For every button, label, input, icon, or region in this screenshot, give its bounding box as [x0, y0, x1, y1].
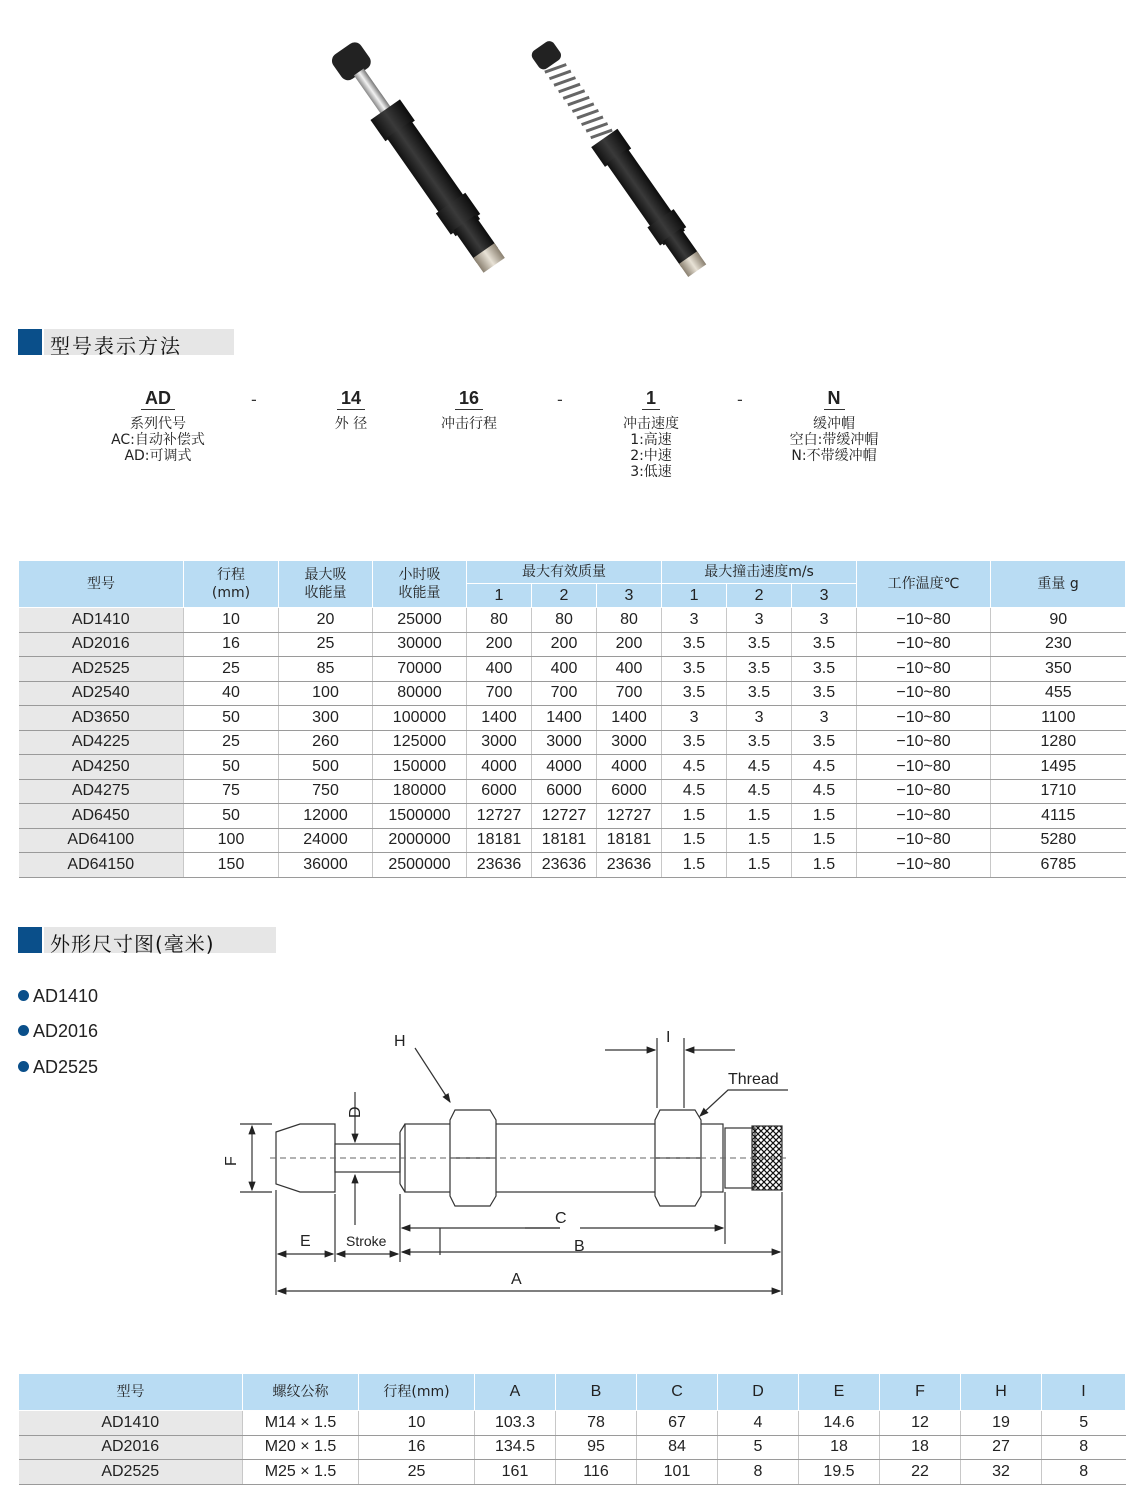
cell-value: 67	[637, 1411, 718, 1436]
dim-header: D	[718, 1374, 799, 1411]
th-sub: 3	[597, 584, 662, 608]
cell-value: 4.5	[662, 755, 727, 780]
cell-value: 14.6	[799, 1411, 880, 1436]
cell-value: 700	[532, 681, 597, 706]
cell-value: 1.5	[792, 804, 857, 829]
cell-value: 25	[279, 632, 373, 657]
cell-value: 12727	[467, 804, 532, 829]
cell-value: 101	[637, 1460, 718, 1485]
bullet-dot-icon	[18, 1061, 29, 1072]
cell-model: AD2525	[19, 657, 184, 682]
cell-value: −10~80	[857, 755, 991, 780]
code-stroke-value: 16	[455, 388, 483, 410]
cell-value: 50	[184, 804, 279, 829]
cell-value: 750	[279, 779, 373, 804]
cell-value: 3	[792, 608, 857, 633]
cell-value: 300	[279, 706, 373, 731]
th-sub: 2	[727, 584, 792, 608]
code-stroke-label: 冲击行程	[441, 416, 497, 432]
cell-value: 80000	[373, 681, 467, 706]
cell-value: 4.5	[662, 779, 727, 804]
section-header-model-code	[18, 329, 258, 358]
cell-value: −10~80	[857, 681, 991, 706]
cell-value: 4000	[597, 755, 662, 780]
cell-value: 400	[597, 657, 662, 682]
code-speed-label: 冲击速度	[623, 416, 679, 432]
th-sub: 1	[467, 584, 532, 608]
th-sub: 3	[792, 584, 857, 608]
cell-value: 2000000	[373, 828, 467, 853]
cell-model: AD3650	[19, 706, 184, 731]
cell-value: −10~80	[857, 779, 991, 804]
code-speed-opt: 1:高速	[630, 432, 672, 448]
cell-value: 18181	[532, 828, 597, 853]
label-f: F	[223, 1156, 240, 1166]
cell-value: M20 × 1.5	[243, 1435, 359, 1460]
code-speed-value: 1	[642, 388, 660, 410]
cell-value: 18181	[597, 828, 662, 853]
cell-value: 36000	[279, 853, 373, 878]
spec-table-body	[19, 608, 1126, 878]
code-series-value: AD	[141, 388, 175, 410]
cell-value: 700	[467, 681, 532, 706]
code-cap-opt: 空白:带缓冲帽	[789, 432, 879, 448]
cell-value: 700	[597, 681, 662, 706]
spec-row	[19, 779, 1126, 804]
cell-value: 22	[880, 1460, 961, 1485]
cell-value: 134.5	[475, 1435, 556, 1460]
th-sub: 2	[532, 584, 597, 608]
cell-value: 4000	[532, 755, 597, 780]
cell-value: −10~80	[857, 657, 991, 682]
cell-value: 1100	[991, 706, 1126, 731]
drawing-outline	[240, 1038, 788, 1295]
th-stroke: 行程 (mm)	[184, 561, 279, 608]
code-cap	[774, 388, 894, 464]
bullet-dot-icon	[18, 1025, 29, 1036]
cell-value: −10~80	[857, 730, 991, 755]
cell-value: 1.5	[792, 853, 857, 878]
cell-value: 50	[184, 706, 279, 731]
cell-value: 80	[532, 608, 597, 633]
cell-value: 260	[279, 730, 373, 755]
cell-value: 10	[359, 1411, 475, 1436]
code-cap-opt: N:不带缓冲帽	[791, 448, 877, 464]
cell-value: 500	[279, 755, 373, 780]
cell-value: 3.5	[792, 681, 857, 706]
cell-value: 25000	[373, 608, 467, 633]
cell-value: 1500000	[373, 804, 467, 829]
cell-value: 100	[184, 828, 279, 853]
cell-value: 23636	[467, 853, 532, 878]
cell-value: 6000	[467, 779, 532, 804]
spec-table	[18, 560, 1126, 878]
dimension-table-body	[19, 1411, 1126, 1485]
cell-value: 25	[359, 1460, 475, 1485]
th-weight: 重量 g	[991, 561, 1126, 608]
cell-value: 1280	[991, 730, 1126, 755]
th-sub: 1	[662, 584, 727, 608]
cell-value: 400	[467, 657, 532, 682]
cell-value: 19.5	[799, 1460, 880, 1485]
cell-model: AD4275	[19, 779, 184, 804]
dim-header: 型号	[19, 1374, 243, 1411]
cell-value: 1.5	[727, 828, 792, 853]
code-diameter	[311, 388, 391, 432]
cell-value: M25 × 1.5	[243, 1460, 359, 1485]
label-i: I	[666, 1029, 671, 1046]
dimension-table	[18, 1373, 1126, 1485]
cell-value: 12727	[532, 804, 597, 829]
code-separator: -	[737, 390, 743, 409]
dim-header: F	[880, 1374, 961, 1411]
dim-row	[19, 1411, 1126, 1436]
cell-value: 6785	[991, 853, 1126, 878]
cell-value: 1400	[467, 706, 532, 731]
cell-value: 85	[279, 657, 373, 682]
code-series-opt: AC:自动补偿式	[111, 432, 205, 448]
cell-value: 4115	[991, 804, 1126, 829]
cell-value: 80	[597, 608, 662, 633]
bullet-dot-icon	[18, 990, 29, 1001]
cell-model: AD2016	[19, 1435, 243, 1460]
bullet-item: AD2016	[18, 1021, 98, 1042]
cell-value: 19	[961, 1411, 1042, 1436]
code-separator: -	[251, 390, 257, 409]
label-c: C	[555, 1210, 567, 1227]
cell-value: 150	[184, 853, 279, 878]
cell-value: 1400	[597, 706, 662, 731]
cell-value: 1710	[991, 779, 1126, 804]
cell-value: 1.5	[727, 853, 792, 878]
cell-value: 1495	[991, 755, 1126, 780]
dim-header: C	[637, 1374, 718, 1411]
product-photos	[300, 30, 820, 300]
cell-value: 24000	[279, 828, 373, 853]
cell-value: 12727	[597, 804, 662, 829]
label-h: H	[394, 1033, 406, 1050]
cell-value: 20	[279, 608, 373, 633]
code-cap-value: N	[824, 388, 845, 410]
cell-value: 100000	[373, 706, 467, 731]
code-separator: -	[557, 390, 563, 409]
spec-row	[19, 657, 1126, 682]
cell-value: 1400	[532, 706, 597, 731]
cell-value: 40	[184, 681, 279, 706]
cell-value: 1.5	[727, 804, 792, 829]
code-speed-opt: 2:中速	[630, 448, 672, 464]
cell-model: AD4225	[19, 730, 184, 755]
th-max-speed: 最大撞击速度m/s	[662, 561, 857, 584]
cell-value: 200	[597, 632, 662, 657]
code-stroke	[424, 388, 514, 432]
cell-value: 3.5	[662, 657, 727, 682]
th-model: 型号	[19, 561, 184, 608]
cell-value: 3.5	[662, 730, 727, 755]
cell-value: −10~80	[857, 706, 991, 731]
cell-value: 3.5	[727, 730, 792, 755]
cell-value: 78	[556, 1411, 637, 1436]
cell-value: 3	[727, 608, 792, 633]
cell-value: 10	[184, 608, 279, 633]
cell-value: 3.5	[792, 632, 857, 657]
cell-value: 25	[184, 730, 279, 755]
cell-value: 5	[1042, 1411, 1126, 1436]
label-thread: Thread	[728, 1071, 779, 1088]
cell-model: AD6450	[19, 804, 184, 829]
cell-value: 455	[991, 681, 1126, 706]
spec-row	[19, 632, 1126, 657]
cell-value: 12	[880, 1411, 961, 1436]
cell-value: 3	[662, 706, 727, 731]
th-max-energy: 最大吸 收能量	[279, 561, 373, 608]
cell-value: 5	[718, 1435, 799, 1460]
cell-value: 125000	[373, 730, 467, 755]
cell-value: 1.5	[792, 828, 857, 853]
cell-value: 18181	[467, 828, 532, 853]
cell-model: AD2525	[19, 1460, 243, 1485]
cell-value: 3000	[532, 730, 597, 755]
cell-value: 16	[359, 1435, 475, 1460]
cell-value: 23636	[597, 853, 662, 878]
cell-value: 3000	[597, 730, 662, 755]
dim-row	[19, 1435, 1126, 1460]
dim-header: A	[475, 1374, 556, 1411]
cell-model: AD1410	[19, 608, 184, 633]
label-stroke: Stroke	[346, 1233, 387, 1249]
th-hour-energy: 小时吸 收能量	[373, 561, 467, 608]
cell-value: 12000	[279, 804, 373, 829]
cell-value: 6000	[597, 779, 662, 804]
cell-value: 1.5	[662, 853, 727, 878]
cell-value: 3.5	[727, 681, 792, 706]
spec-row	[19, 608, 1126, 633]
cell-model: AD1410	[19, 1411, 243, 1436]
cell-value: M14 × 1.5	[243, 1411, 359, 1436]
cell-value: 90	[991, 608, 1126, 633]
cell-value: 3000	[467, 730, 532, 755]
section-title: 外形尺寸图(毫米)	[50, 932, 215, 956]
code-speed	[606, 388, 696, 480]
code-series	[98, 388, 218, 464]
label-e: E	[300, 1233, 311, 1250]
cell-value: −10~80	[857, 804, 991, 829]
cell-model: AD4250	[19, 755, 184, 780]
cell-value: 4.5	[727, 779, 792, 804]
code-speed-opt: 3:低速	[630, 464, 672, 480]
cell-value: 8	[1042, 1460, 1126, 1485]
cell-value: 8	[718, 1460, 799, 1485]
section-title: 型号表示方法	[50, 334, 182, 358]
cell-value: 1.5	[662, 804, 727, 829]
cell-value: 150000	[373, 755, 467, 780]
code-series-label: 系列代号	[130, 416, 186, 432]
spec-row	[19, 730, 1126, 755]
spec-row	[19, 828, 1126, 853]
cell-value: 3.5	[662, 681, 727, 706]
cell-value: −10~80	[857, 853, 991, 878]
cell-value: 4.5	[792, 779, 857, 804]
cell-value: 70000	[373, 657, 467, 682]
section-header-dimensions	[18, 927, 258, 956]
cell-value: 400	[532, 657, 597, 682]
spec-row	[19, 804, 1126, 829]
cell-value: 3.5	[792, 730, 857, 755]
bullet-item: AD1410	[18, 986, 98, 1007]
cell-value: 350	[991, 657, 1126, 682]
cell-model: AD64150	[19, 853, 184, 878]
cell-value: 25	[184, 657, 279, 682]
cell-value: 4.5	[792, 755, 857, 780]
th-max-mass: 最大有效质量	[467, 561, 662, 584]
code-diameter-value: 14	[337, 388, 365, 410]
cell-value: 75	[184, 779, 279, 804]
spec-row	[19, 681, 1126, 706]
spec-row	[19, 853, 1126, 878]
cell-value: 103.3	[475, 1411, 556, 1436]
cell-model: AD2540	[19, 681, 184, 706]
cell-model: AD2016	[19, 632, 184, 657]
cell-value: 3.5	[727, 657, 792, 682]
dim-row	[19, 1460, 1126, 1485]
cell-value: −10~80	[857, 828, 991, 853]
cell-value: 18	[880, 1435, 961, 1460]
cell-value: 32	[961, 1460, 1042, 1485]
dim-header: H	[961, 1374, 1042, 1411]
label-b: B	[574, 1238, 585, 1255]
cell-value: 27	[961, 1435, 1042, 1460]
cell-value: 230	[991, 632, 1126, 657]
bullet-item: AD2525	[18, 1057, 98, 1078]
dim-header: 螺纹公称	[243, 1374, 359, 1411]
section-marker-icon	[18, 329, 42, 355]
code-series-opt: AD:可调式	[124, 448, 192, 464]
label-a: A	[511, 1271, 522, 1288]
cell-value: 4	[718, 1411, 799, 1436]
dim-header: E	[799, 1374, 880, 1411]
shock-absorber-with-cap	[328, 39, 509, 276]
cell-value: 80	[467, 608, 532, 633]
section-marker-icon	[18, 927, 42, 953]
cell-value: 161	[475, 1460, 556, 1485]
cell-value: 18	[799, 1435, 880, 1460]
dim-header: I	[1042, 1374, 1126, 1411]
cell-value: 30000	[373, 632, 467, 657]
cell-value: 23636	[532, 853, 597, 878]
cell-value: 200	[467, 632, 532, 657]
th-temp: 工作温度℃	[857, 561, 991, 608]
dim-header: 行程(mm)	[359, 1374, 475, 1411]
cell-value: 84	[637, 1435, 718, 1460]
cell-value: 116	[556, 1460, 637, 1485]
code-cap-label: 缓冲帽	[813, 416, 855, 432]
spec-row	[19, 706, 1126, 731]
cell-value: 3	[662, 608, 727, 633]
cell-value: −10~80	[857, 632, 991, 657]
cell-value: 50	[184, 755, 279, 780]
cell-value: 180000	[373, 779, 467, 804]
cell-value: 3.5	[792, 657, 857, 682]
shock-absorber-with-spring	[527, 37, 710, 280]
cell-value: 4.5	[727, 755, 792, 780]
cell-value: 100	[279, 681, 373, 706]
cell-value: 3.5	[662, 632, 727, 657]
label-d: D	[347, 1106, 364, 1118]
cell-model: AD64100	[19, 828, 184, 853]
cell-value: 3	[792, 706, 857, 731]
cell-value: 8	[1042, 1435, 1126, 1460]
spec-row	[19, 755, 1126, 780]
cell-value: 3.5	[727, 632, 792, 657]
cell-value: 16	[184, 632, 279, 657]
dim-header: B	[556, 1374, 637, 1411]
cell-value: 95	[556, 1435, 637, 1460]
cell-value: 5280	[991, 828, 1126, 853]
cell-value: 6000	[532, 779, 597, 804]
code-diameter-label: 外 径	[334, 416, 368, 432]
cell-value: 2500000	[373, 853, 467, 878]
cell-value: 3	[727, 706, 792, 731]
cell-value: 200	[532, 632, 597, 657]
cell-value: 1.5	[662, 828, 727, 853]
cell-value: −10~80	[857, 608, 991, 633]
cell-value: 4000	[467, 755, 532, 780]
dimension-drawing	[200, 1020, 820, 1310]
